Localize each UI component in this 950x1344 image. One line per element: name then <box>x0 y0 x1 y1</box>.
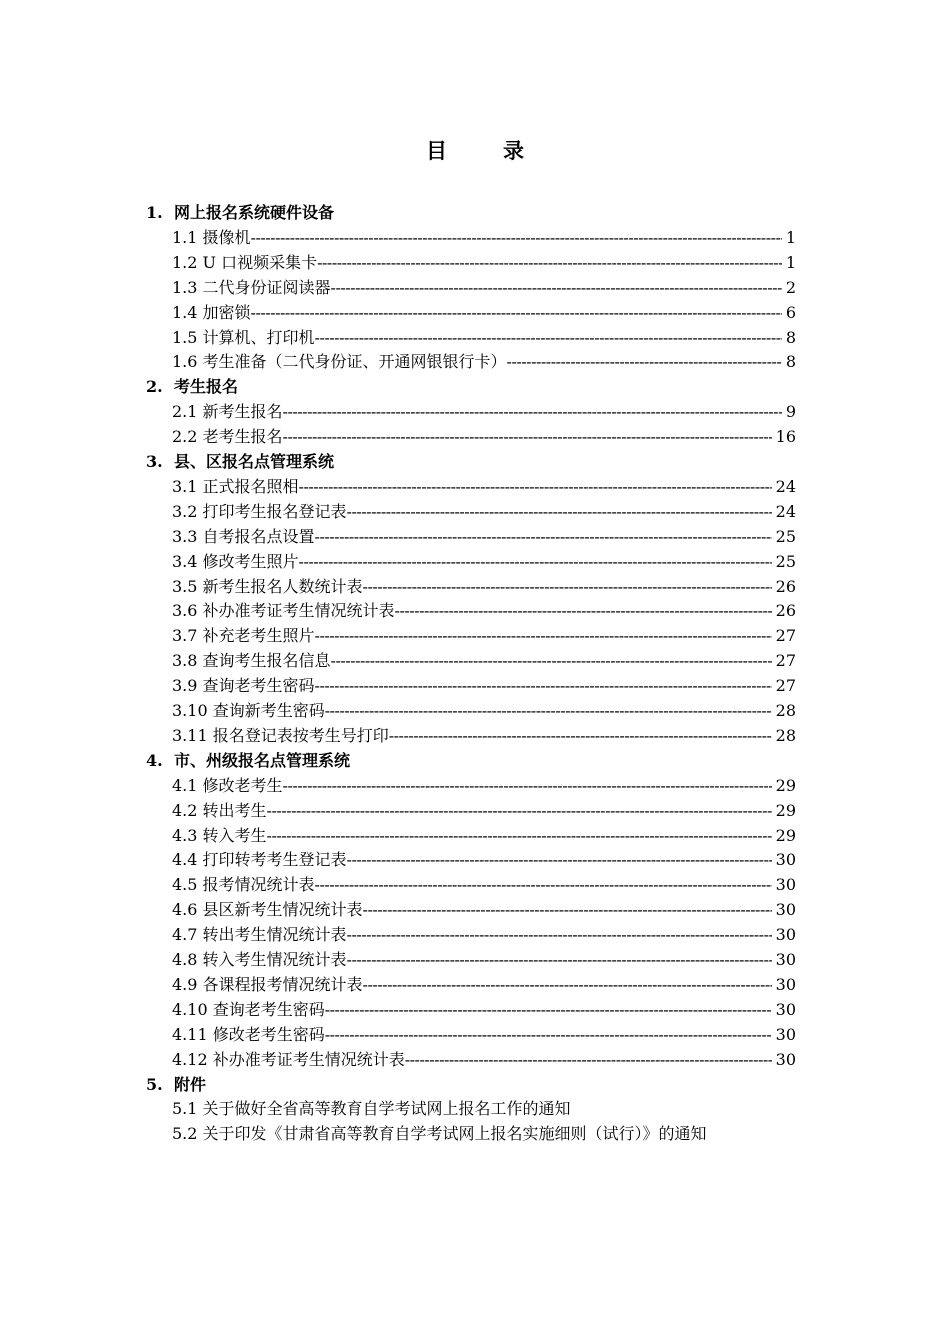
dot-leader <box>299 474 772 499</box>
dot-leader <box>363 574 772 599</box>
dot-leader <box>315 623 772 648</box>
entry-page-number: 30 <box>775 875 796 895</box>
entry-page-number: 30 <box>775 950 796 969</box>
dot-leader <box>325 997 772 1022</box>
section-number: 2. <box>146 377 163 397</box>
dot-leader <box>251 300 782 325</box>
toc-entry <box>172 399 796 424</box>
entry-page-number: 8 <box>785 327 796 347</box>
entry-page-number: 28 <box>775 725 796 745</box>
entry-page-number: 27 <box>775 676 796 696</box>
entry-page-number: 2 <box>785 277 796 297</box>
toc-entry <box>172 1022 796 1047</box>
entry-page-number: 6 <box>785 302 796 322</box>
entry-title: 3.7 补充老考生照片 <box>172 626 315 646</box>
entry-title: 4.4 打印转考考生登记表 <box>172 850 347 870</box>
toc-entry <box>172 300 796 325</box>
dot-leader <box>331 648 772 673</box>
section-number: 5. <box>146 1074 163 1094</box>
dot-leader <box>395 598 772 623</box>
dot-leader <box>331 275 782 300</box>
toc-section-heading <box>146 1072 206 1097</box>
entry-title: 4.7 转出考生情况统计表 <box>172 925 347 945</box>
dot-leader <box>363 897 772 922</box>
toc-entry <box>172 648 796 673</box>
entry-page-number: 30 <box>775 999 796 1019</box>
entry-title: 3.9 查询老考生密码 <box>172 676 315 696</box>
toc-entry <box>172 275 796 300</box>
toc-entry <box>172 623 796 648</box>
dot-leader <box>315 325 782 350</box>
entry-title: 3.2 打印考生报名登记表 <box>172 501 347 521</box>
entry-page-number: 30 <box>775 850 796 870</box>
entry-page-number: 29 <box>775 800 796 820</box>
dot-leader <box>347 947 772 972</box>
section-number: 1. <box>146 203 163 222</box>
entry-title: 4.10 查询老考生密码 <box>172 999 325 1019</box>
appendix-entry: 5.1 关于做好全省高等教育自学考试网上报名工作的通知 <box>172 1099 571 1119</box>
entry-page-number: 29 <box>775 775 796 795</box>
entry-title: 1.5 计算机、打印机 <box>172 327 315 347</box>
toc-entry <box>172 972 796 997</box>
entry-page-number: 1 <box>785 252 796 272</box>
toc-entry <box>172 574 796 599</box>
dot-leader <box>283 424 772 449</box>
toc-section-heading <box>146 748 350 773</box>
dot-leader <box>389 723 772 748</box>
toc-entry <box>172 225 796 250</box>
entry-page-number: 1 <box>785 227 796 247</box>
toc-entry <box>172 947 796 972</box>
dot-leader <box>347 499 772 524</box>
section-number: 4. <box>146 750 163 770</box>
entry-title: 1.4 加密锁 <box>172 302 251 322</box>
toc-entry <box>172 325 796 350</box>
section-title: 附件 <box>174 1074 207 1094</box>
entry-title: 4.6 县区新考生情况统计表 <box>172 900 363 920</box>
dot-leader <box>299 549 772 574</box>
entry-title: 4.5 报考情况统计表 <box>172 875 315 895</box>
dot-leader <box>315 673 772 698</box>
section-title: 网上报名系统硬件设备 <box>174 203 335 222</box>
entry-title: 3.11 报名登记表按考生号打印 <box>172 725 389 745</box>
dot-leader <box>347 847 772 872</box>
dot-leader <box>347 922 772 947</box>
entry-title: 4.3 转入考生 <box>172 825 267 845</box>
section-title: 考生报名 <box>174 377 239 397</box>
entry-title: 2.1 新考生报名 <box>172 402 283 422</box>
toc-entry <box>172 847 796 872</box>
entry-page-number: 9 <box>785 402 796 422</box>
toc-entry <box>172 524 796 549</box>
entry-page-number: 8 <box>785 352 796 372</box>
entry-page-number: 25 <box>775 551 796 571</box>
section-title: 县、区报名点管理系统 <box>174 452 335 471</box>
dot-leader <box>317 250 782 275</box>
entry-page-number: 26 <box>775 601 796 621</box>
dot-leader <box>325 698 772 723</box>
entry-page-number: 30 <box>775 900 796 920</box>
entry-page-number: 30 <box>775 1049 796 1069</box>
entry-title: 4.9 各课程报考情况统计表 <box>172 974 363 994</box>
toc-entry <box>172 250 796 275</box>
toc-entry <box>172 897 796 922</box>
toc-section-heading <box>146 449 334 474</box>
toc-entry <box>172 598 796 623</box>
entry-page-number: 27 <box>775 651 796 671</box>
toc-entry <box>172 349 796 374</box>
toc-entry <box>172 549 796 574</box>
entry-page-number: 25 <box>775 526 796 546</box>
dot-leader <box>283 399 782 424</box>
entry-page-number: 28 <box>775 701 796 720</box>
entry-title: 4.11 修改老考生密码 <box>172 1024 325 1044</box>
dot-leader <box>251 225 782 250</box>
entry-title: 4.1 修改老考生 <box>172 775 283 795</box>
toc-entry <box>172 872 796 897</box>
toc-entry <box>172 499 796 524</box>
entry-page-number: 30 <box>775 974 796 994</box>
entry-title: 3.1 正式报名照相 <box>172 476 299 496</box>
entry-page-number: 27 <box>775 626 796 646</box>
entry-title: 4.8 转入考生情况统计表 <box>172 950 347 969</box>
dot-leader <box>315 524 772 549</box>
toc-entry <box>172 773 796 798</box>
toc-entry <box>172 798 796 823</box>
entry-page-number: 24 <box>775 476 796 496</box>
entry-page-number: 24 <box>775 501 796 521</box>
page-title <box>0 136 950 166</box>
dot-leader <box>507 349 782 374</box>
toc-section-heading <box>146 374 238 399</box>
entry-title: 1.1 摄像机 <box>172 227 251 247</box>
toc-entry <box>172 723 796 748</box>
toc-entry <box>172 1047 796 1072</box>
appendix-entry: 5.2 关于印发《甘肃省高等教育自学考试网上报名实施细则（试行）》的通知 <box>172 1124 707 1144</box>
entry-page-number: 26 <box>775 576 796 596</box>
title-char-2: 录 <box>503 138 524 163</box>
dot-leader <box>325 1022 772 1047</box>
entry-page-number: 30 <box>775 925 796 945</box>
entry-page-number: 30 <box>775 1024 796 1044</box>
toc-entry <box>172 698 796 723</box>
toc-entry <box>172 474 796 499</box>
entry-page-number: 16 <box>775 427 796 447</box>
entry-title: 3.5 新考生报名人数统计表 <box>172 576 363 596</box>
entry-title: 1.2 U 口视频采集卡 <box>172 252 318 272</box>
entry-title: 2.2 老考生报名 <box>172 427 283 447</box>
entry-title: 3.3 自考报名点设置 <box>172 526 315 546</box>
entry-title: 3.8 查询考生报名信息 <box>172 651 331 671</box>
toc-entry <box>172 997 796 1022</box>
toc-section-heading <box>146 200 334 225</box>
section-title: 市、州级报名点管理系统 <box>174 750 351 770</box>
dot-leader <box>363 972 772 997</box>
dot-leader <box>315 872 772 897</box>
entry-title: 4.12 补办准考证考生情况统计表 <box>172 1049 405 1069</box>
title-char-1: 目 <box>426 138 447 163</box>
dot-leader <box>267 798 772 823</box>
entry-title: 4.2 转出考生 <box>172 800 267 820</box>
entry-title: 1.6 考生准备（二代身份证、开通网银银行卡） <box>172 352 507 372</box>
dot-leader <box>405 1047 772 1072</box>
entry-page-number: 29 <box>775 825 796 845</box>
toc-entry <box>172 673 796 698</box>
entry-title: 3.10 查询新考生密码 <box>172 701 325 720</box>
toc-entry <box>172 823 796 848</box>
toc-entry <box>172 922 796 947</box>
section-number: 3. <box>146 452 163 471</box>
toc-entry <box>172 424 796 449</box>
entry-title: 3.4 修改考生照片 <box>172 551 299 571</box>
dot-leader <box>267 823 772 848</box>
dot-leader <box>283 773 772 798</box>
entry-title: 1.3 二代身份证阅读器 <box>172 277 331 297</box>
entry-title: 3.6 补办准考证考生情况统计表 <box>172 601 395 621</box>
